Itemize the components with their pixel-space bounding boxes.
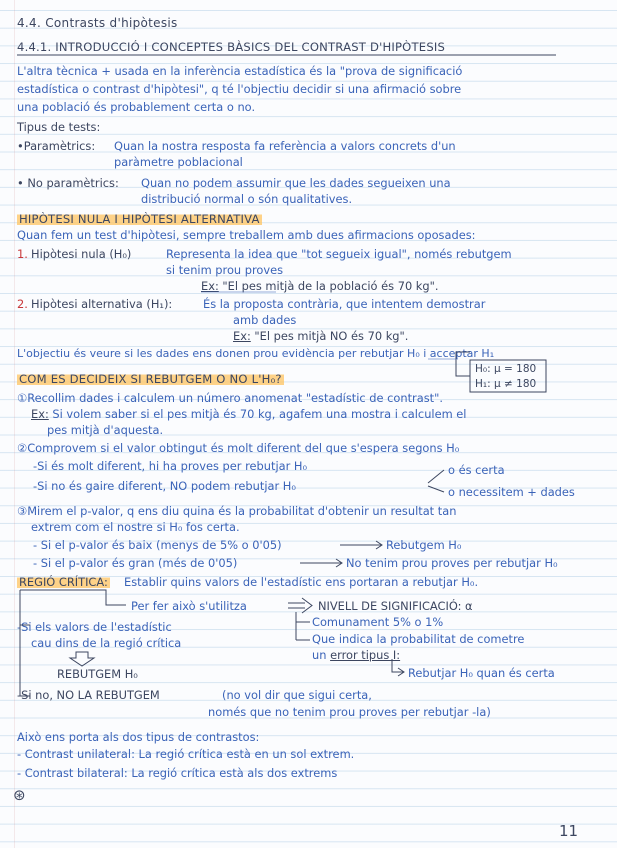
types-intro: Això ens porta als dos tipus de contrastos: xyxy=(17,730,260,744)
step3-line-2: extrem com el nostre si H₀ fos certa. xyxy=(31,520,240,534)
box-h0: H₀: μ = 180 xyxy=(475,363,537,375)
param-text-2: paràmetre poblacional xyxy=(114,155,243,169)
step3-b-result: No tenim prou proves per rebutjar H₀ xyxy=(346,556,558,570)
intro-line-3: una població és probablement certa o no. xyxy=(17,100,256,114)
decision-heading-text: COM ES DECIDEIX SI REBUTGEM O NO L'H₀? xyxy=(19,372,282,386)
critical-text: Establir quins valors de l'estadístic ens portaran a rebutjar H₀. xyxy=(124,575,479,589)
if-no-note-1: (no vol dir que sigui certa, xyxy=(222,688,372,702)
h0-example-text: "El pes mitjà de la població és 70 kg". xyxy=(222,279,439,293)
step2-b: -Si no és gaire diferent, NO podem rebutjar H₀ xyxy=(33,479,296,493)
if-no: -Si no, NO LA REBUTGEM xyxy=(17,688,160,702)
nonparam-text-1: Quan no podem assumir que les dades segueixen una xyxy=(141,176,451,190)
contrast-bilateral: - Contrast bilateral: La regió crítica està als dos extrems xyxy=(17,766,338,780)
if-yes-1: -Si els valors de l'estadístic xyxy=(17,620,172,634)
step3-a-result: Rebutgem H₀ xyxy=(386,538,462,552)
double-arrow-nivell xyxy=(288,598,312,613)
step1-example-label: Ex: xyxy=(31,407,49,421)
hypotheses-intro: Quan fem un test d'hipòtesi, sempre treballem amb dues afirmacions oposades: xyxy=(17,228,476,242)
intro-line-1: L'altra tècnica + usada en la inferència estadística és la "prova de significació xyxy=(17,64,463,78)
h1-number: 2. xyxy=(17,297,28,311)
critical-label-text: REGIÓ CRÍTICA: xyxy=(19,575,108,589)
step1: ①Recollim dades i calculem un número anomenat "estadístic de contrast". xyxy=(17,391,443,405)
arrow-reject xyxy=(340,541,382,549)
error-term: error tipus I: xyxy=(330,648,401,662)
objective-bracket xyxy=(456,352,470,376)
intro-line-2: estadística o contrast d'hipòtesi", q té l'objectiu decidir si una afirmació sobre xyxy=(17,82,462,96)
step1-example-text-1: Si volem saber si el pes mitjà és 70 kg, agafem una mostra i calculem el xyxy=(52,407,467,421)
step2-b-option-1: o és certa xyxy=(448,463,505,477)
step2-b-option-2: o necessitem + dades xyxy=(448,485,575,499)
param-label: •Paramètrics: xyxy=(17,139,96,153)
hypotheses-heading-text: HIPÒTESI NULA I HIPÒTESI ALTERNATIVA xyxy=(19,212,260,226)
nonparam-text-2: distribució normal o són qualitatives. xyxy=(141,192,353,206)
error-definition: Rebutjar H₀ quan és certa xyxy=(408,666,555,680)
if-no-note-2: només que no tenim prou proves per rebutjar -la) xyxy=(208,705,491,719)
h0-example-label: Ex: xyxy=(201,279,219,293)
tree-branch-for-this xyxy=(20,590,126,605)
common-values: Comunament 5% o 1% xyxy=(312,615,444,629)
footnote-symbol: ⊛ xyxy=(13,786,26,804)
hypotheses-box xyxy=(470,360,546,392)
error-prefix: un xyxy=(312,648,327,662)
page-number: 11 xyxy=(559,822,579,840)
h0-text-2: si tenim prou proves xyxy=(166,263,284,277)
step3-a: - Si el p-valor és baix (menys de 5% o 0'05) xyxy=(33,538,282,552)
if-yes-2: cau dins de la regió crítica xyxy=(31,636,182,650)
h0-text-1: Representa la idea que "tot segueix igual", només rebutgem xyxy=(166,247,512,261)
h1-text-2: amb dades xyxy=(233,313,297,327)
h0-label: Hipòtesi nula (H₀) xyxy=(31,247,132,261)
objective: L'objectiu és veure si les dades ens donen prou evidència per rebutjar H₀ i acceptar H₁ xyxy=(17,347,495,360)
hollow-down-arrow xyxy=(70,652,94,666)
arrow-error-def xyxy=(392,659,404,676)
reject-h0: REBUTGEM H₀ xyxy=(57,667,138,681)
step2-a: -Si és molt diferent, hi ha proves per rebutjar H₀ xyxy=(33,459,308,473)
indicates: Que indica la probabilitat de cometre xyxy=(312,632,525,646)
section-heading: 4.4.1. INTRODUCCIÓ I CONCEPTES BÀSICS DEL CONTRAST D'HIPÒTESIS xyxy=(17,40,446,54)
contrast-unilateral: - Contrast unilateral: La regió crítica està en un sol extrem. xyxy=(17,747,355,761)
h1-example-text: "El pes mitjà NO és 70 kg". xyxy=(254,329,409,343)
fork-arrow-up xyxy=(428,470,444,483)
nivell-branches xyxy=(296,612,310,640)
step2: ②Comprovem si el valor obtingut és molt diferent del que s'espera segons H₀ xyxy=(17,441,460,455)
nonparam-label: • No paramètrics: xyxy=(17,176,119,190)
box-h1: H₁: μ ≠ 180 xyxy=(475,378,537,390)
arrow-no-evidence xyxy=(300,559,342,567)
h1-text-1: És la proposta contrària, que intentem demostrar xyxy=(203,297,486,311)
significance-level: NIVELL DE SIGNIFICACIÓ: α xyxy=(318,599,473,613)
step1-example-text-2: pes mitjà d'aquesta. xyxy=(47,423,164,437)
h1-label: Hipòtesi alternativa (H₁): xyxy=(31,297,173,311)
h1-example-label: Ex: xyxy=(233,329,251,343)
for-this: Per fer això s'utilitza xyxy=(131,599,247,613)
page-title: 4.4. Contrasts d'hipòtesis xyxy=(17,16,178,30)
h0-number: 1. xyxy=(17,247,28,261)
param-text-1: Quan la nostra resposta fa referència a valors concrets d'un xyxy=(114,139,456,153)
tests-heading: Tipus de tests: xyxy=(17,120,101,134)
step3-b: - Si el p-valor és gran (més de 0'05) xyxy=(33,556,238,570)
fork-arrow-down xyxy=(428,486,444,492)
step3-line-1: ③Mirem el p-valor, q ens diu quina és la probabilitat d'obtenir un resultat tan xyxy=(17,504,457,518)
